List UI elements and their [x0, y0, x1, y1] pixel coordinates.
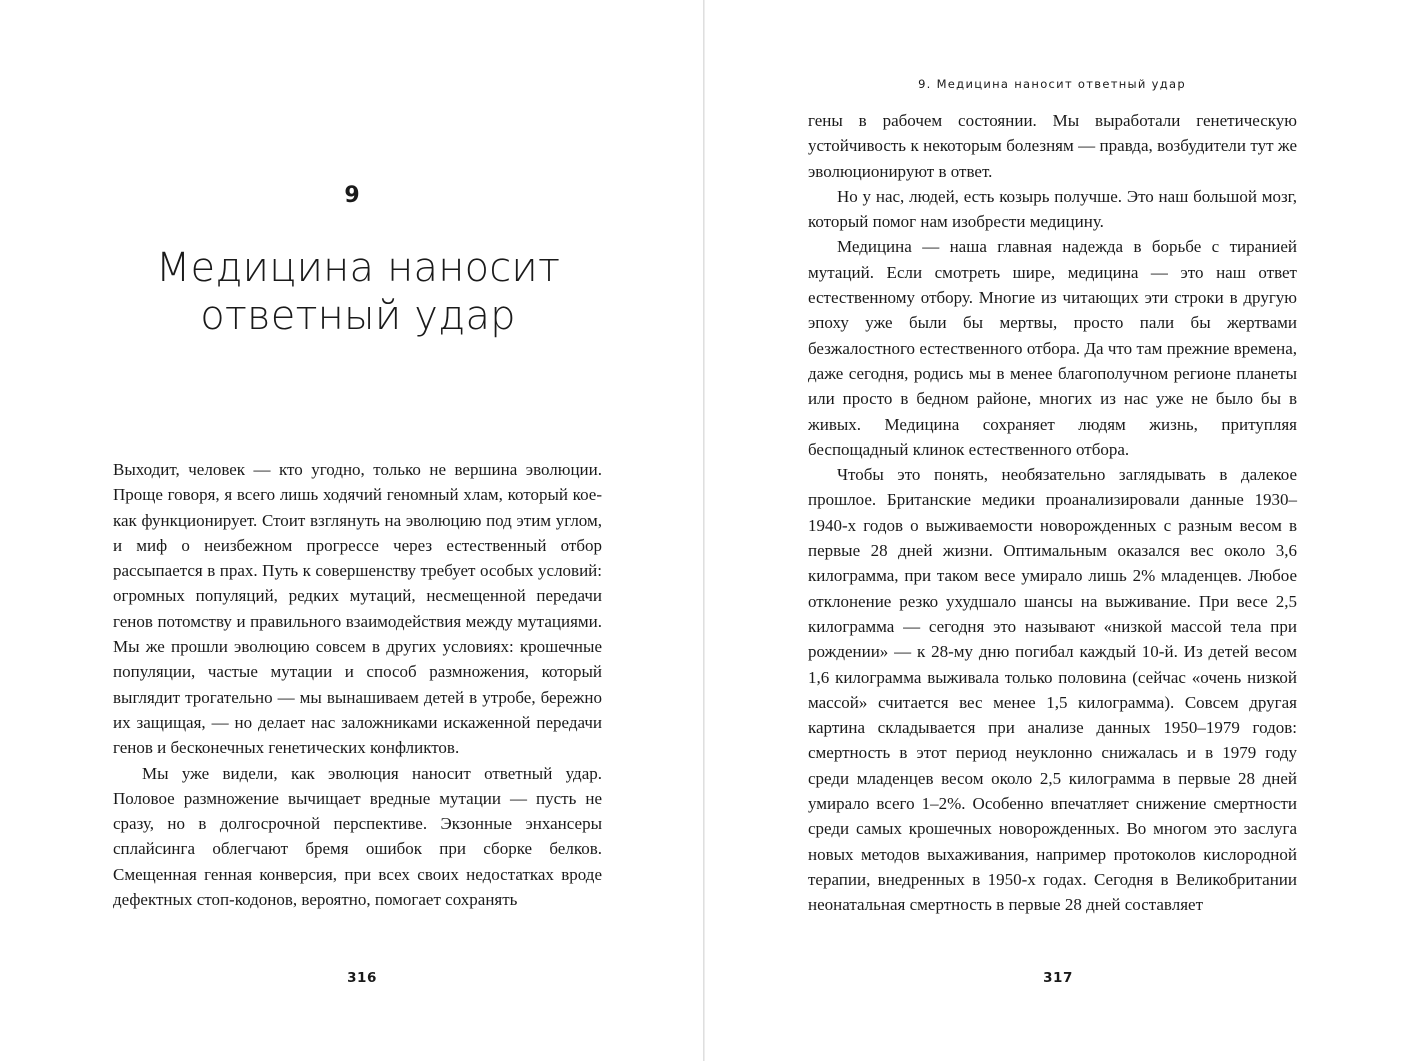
page-number-left: 316 [347, 970, 377, 986]
right-page [706, 0, 1410, 1061]
chapter-title: Медицина наносит ответный удар [155, 245, 561, 339]
left-page [0, 0, 704, 1061]
left-body-text [113, 457, 602, 912]
paragraph: Но у нас, людей, есть козырь получше. Это наш большой мозг, который помог нам изобрести медицину. [808, 186, 1297, 232]
paragraph: Чтобы это понять, необязательно заглядывать в далекое прошлое. Британские медики проанализировали данные 1930–1940-х годов о выживаемости новорожденных с разным весом в первые 28 дней жизни. Оптимальным оказался вес около 3,6 килограмма, при таком весе умирало лишь 2% младенцев. Любое отклонение резко ухудшало шансы на выживание. При весе 2,5 килограмма — сегодня это называют «низкой массой тела при рождении» — к 28-му дню погибал каждый 10-й. Из детей весом 1,6 килограмма выживала только половина (сейчас «очень низкой массой» считается вес менее 1,5 килограмма). Совсем другая картина складывается при анализе данных 1950–1979 годов: смертность в этот период неуклонно снижалась и в 1979 году среди младенцев весом около 2,5 килограмма в первые 28 дней умирало всего 1–2%. Особенно впечатляет снижение смертности среди самых крошечных новорожденных. Во многом это заслуга новых методов выхаживания, например протоколов кислородной терапии, внедренных в 1950-х годах. Сегодня в Великобритании неонатальная смертность в первые 28 дней составляет [808, 465, 1297, 915]
right-body-text [808, 108, 1297, 918]
running-head: 9. Медицина наносит ответный удар [918, 77, 1186, 91]
page-number-right: 317 [1043, 970, 1073, 986]
paragraph: Мы уже видели, как эволюция наносит ответный удар. Половое размножение вычищает вредные мутации — пусть не сразу, но в долгосрочной перспективе. Экзонные энхансеры сплайсинга облегчают бремя ошибок при сборке белков. Смещенная генная конверсия, при всех своих недостатках вроде дефектных стоп-кодонов, вероятно, помогает сохранять [113, 763, 602, 910]
paragraph: Медицина — наша главная надежда в борьбе с тиранией мутаций. Если смотреть шире, медицина — это наш ответ естественному отбору. Многие из читающих эти строки в другую эпоху уже были бы мертвы, просто пали бы жертвами безжалостного естественного отбора. Да что там прежние времена, даже сегодня, родись мы в менее благополучном регионе планеты или просто в бедном районе, многих из нас уже не было бы в живых. Медицина сохраняет людям жизнь, притупляя беспощадный клинок естественного отбора. [808, 237, 1297, 459]
paragraph: гены в рабочем состоянии. Мы выработали генетическую устойчивость к некоторым болезням — правда, возбудители тут же эволюционируют в ответ. [808, 111, 1297, 181]
paragraph: Выходит, человек — кто угодно, только не вершина эволюции. Проще говоря, я всего лишь ходячий геномный хлам, который кое-как функционирует. Стоит взглянуть на эволюцию под этим углом, и миф о неизбежном прогрессе через естественный отбор рассыпается в прах. Путь к совершенству требует особых условий: огромных популяций, редких мутаций, несмещенной передачи генов потомству и правильного взаимодействия между мутациями. Мы же прошли эволюцию совсем в других условиях: крошечные популяции, частые мутации и способ размножения, который выглядит трогательно — мы вынашиваем детей в утробе, бережно их защищая, — но делает нас заложниками искаженной передачи генов и бесконечных генетических конфликтов. [113, 460, 602, 758]
book-gutter [703, 0, 705, 1061]
chapter-number: 9 [344, 183, 360, 208]
